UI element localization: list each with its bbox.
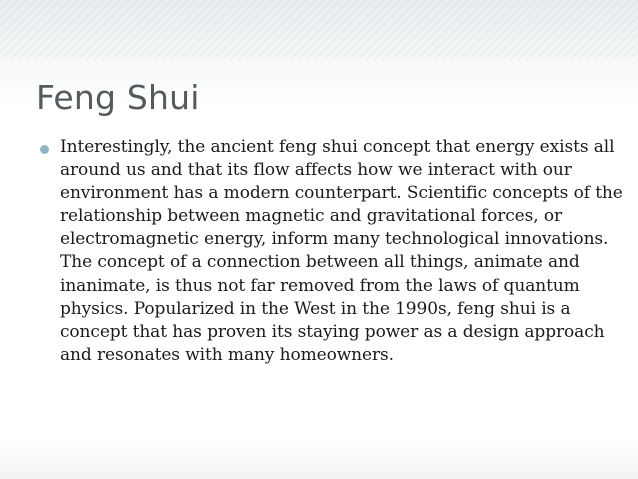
bullet-dot-icon (40, 145, 49, 154)
top-decorative-band (0, 0, 638, 60)
bottom-decorative-band (0, 439, 638, 479)
bullet-item (36, 136, 626, 367)
slide-title: Feng Shui (36, 78, 200, 117)
bullet-list (36, 136, 626, 367)
bullet-text: Interestingly, the ancient feng shui concept that energy exists all around us and that its flow affects how we interact with our environment has a modern counterpart. Scientific concepts of the relationship between magnetic and gravitational forces, or electromagnetic energy, inform many technological innovations. The concept of a connection between all things, animate and inanimate, is thus not far removed from the laws of quantum physics. Popularized in the West in the 1990s, feng shui is a concept that has proven its staying power as a design approach and resonates with many homeowners. (60, 137, 623, 365)
